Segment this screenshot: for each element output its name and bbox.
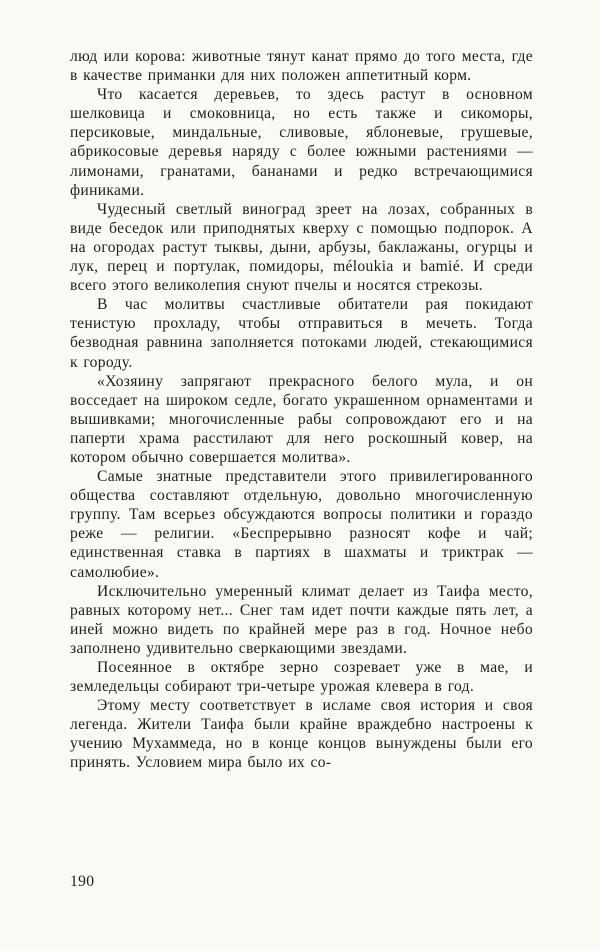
paragraph: Посеянное в октябре зерно созревает уже в мае, и земледельцы собирают три-четыре урожая клевера в год. [70, 659, 533, 696]
paragraph: Исключительно умеренный климат делает из Таифа место, равных которому нет... Снег там идет почти каждые пять лет, а иней можно видеть по крайней мере раз в год. Ночное небо заполнено удивительно сверкающими звездами. [70, 582, 533, 657]
paragraph: «Хозяину запрягают прекрасного белого мула, и он восседает на широком седле, богато украшенном орнаментами и вышивками; многочисленные рабы сопровождают его и на паперти храма расстилают для него роскошный ковер, на котором обычно совершается молитва». [70, 372, 533, 466]
paragraph: В час молитвы счастливые обитатели рая покидают тенистую прохладу, чтобы отправиться в мечеть. Тогда безводная равнина заполняется потоками людей, стекающимися к городу. [70, 296, 533, 371]
page-text [70, 47, 533, 773]
paragraph: Что касается деревьев, то здесь растут в основном шелковица и смоковница, но есть также и сикоморы, персиковые, миндальные, сливовые, яблоневые, грушевые, абрикосовые деревья наряду с более южными растениями — лимонами, гранатами, бананами и редко встречающимися финиками. [70, 86, 533, 199]
paragraph: люд или корова: животные тянут канат прямо до того места, где в качестве приманки для них положен аппетитный корм. [70, 48, 533, 85]
paragraph: Чудесный светлый виноград зреет на лозах, собранных в виде беседок или приподнятых кверху с помощью подпорок. А на огородах растут тыквы, дыни, арбузы, баклажаны, огурцы и лук, перец и портулак, помидоры, méloukia и bamié. И среди всего этого великолепия снуют пчелы и носятся стрекозы. [70, 200, 533, 295]
paragraph: Этому месту соответствует в исламе своя история и своя легенда. Жители Таифа были крайне враждебно настроены к учению Мухаммеда, но в конце концов вынуждены были его принять. Условием мира было их со- [70, 697, 533, 772]
paragraph: Самые знатные представители этого привилегированного общества составляют отдельную, довольно многочисленную группу. Там всерьез обсуждаются вопросы политики и гораздо реже — религии. «Беспрерывно разносят кофе и чай; единственная ставка в партиях в шахматы и триктрак — самолюбие». [70, 468, 533, 581]
page-number: 190 [70, 873, 95, 890]
